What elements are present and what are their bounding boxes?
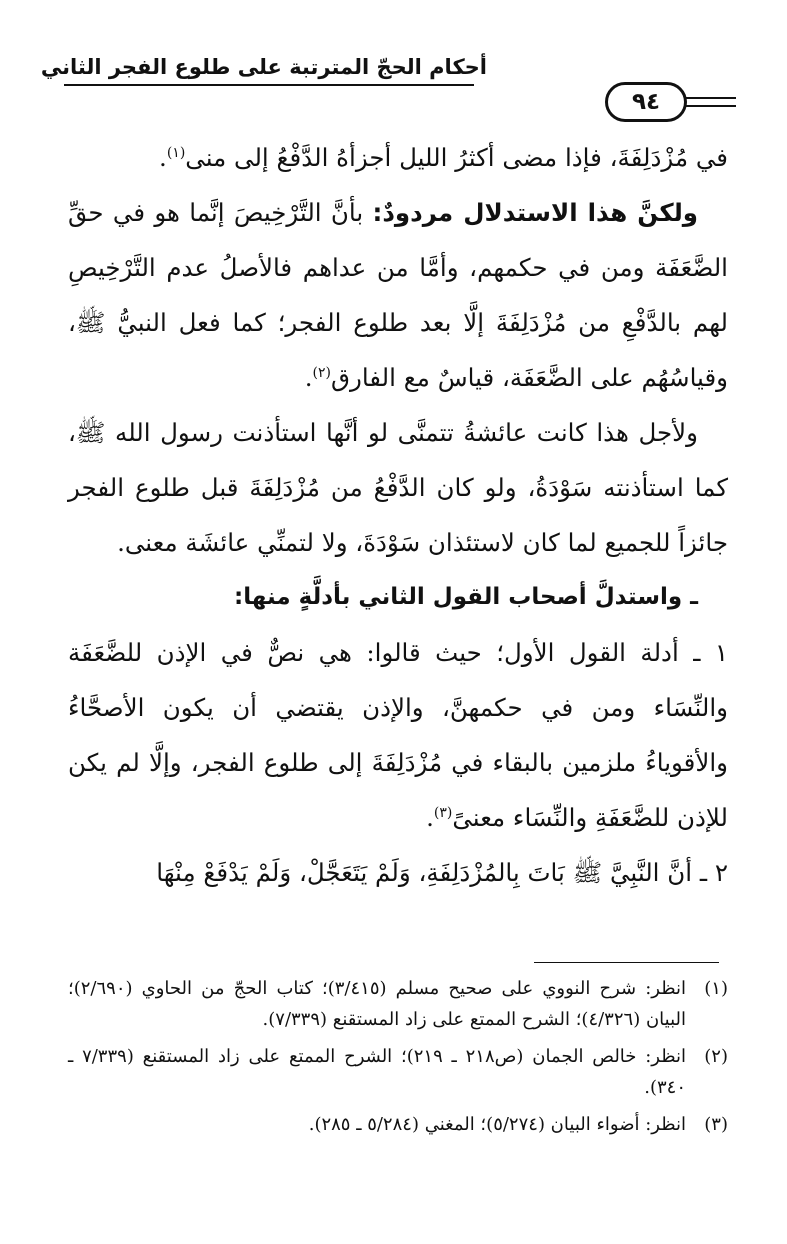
header-rule-double-top — [686, 97, 736, 99]
paragraph-2-end: . — [304, 363, 313, 392]
paragraph-2 — [68, 185, 728, 405]
footnote-1 — [68, 973, 728, 1035]
paragraph-2-text: بأنَّ التَّرْخِيصَ إنَّما هو في حقِّ الضَّعَفَة ومن في حكمهم، وأمَّا من عداهم فالأصلُ عدم التَّرْخِيصِ لهم بالدَّفْعِ من مُزْدَلِفَةَ إلَّا بعد طلوع الفجر؛ كما فعل النبيُّ ﷺ، وقياسُهُم على الضَّعَفَة، قياسٌ مع الفارق — [68, 198, 728, 392]
footnotes — [68, 973, 728, 1146]
footnote-number: (٣) — [704, 1114, 728, 1135]
footnote-ref-2[interactable]: (٢) — [312, 364, 331, 381]
list-item-1-text: ١ ـ أدلة القول الأول؛ حيث قالوا: هي نصٌّ في الإذن للضَّعَفَة والنِّسَاء ومن في حكمهنَّ، والإذن يقتضي أن يكون الأصحَّاءُ والأقوياءُ ملزمين بالبقاء في مُزْدَلِفَةَ إلى طلوع الفجر، وإلَّا لم يكن للإذن للضَّعَفَةِ والنِّسَاء معنىً — [68, 638, 728, 832]
paragraph-2-lead: ولكنَّ هذا الاستدلال مردودٌ: — [372, 198, 698, 227]
footnote-3 — [68, 1109, 728, 1140]
paragraph-1 — [68, 130, 728, 185]
paragraph-1-end: . — [159, 143, 167, 172]
paragraph-1-text: في مُزْدَلِفَةَ، فإذا مضى أكثرُ الليل أجزأهُ الدَّفْعُ إلى منى — [185, 143, 728, 172]
running-title: أحكام الحجّ المترتبة على طلوع الفجر الثاني — [40, 55, 487, 79]
body-text — [68, 130, 728, 900]
footnote-ref-3[interactable]: (٣) — [433, 804, 453, 821]
section-heading: ـ واستدلَّ أصحاب القول الثاني بأدلَّةٍ منها: — [234, 584, 698, 610]
paragraph-3: ولأجل هذا كانت عائشةُ تتمنَّى لو أنَّها استأذنت رسول الله ﷺ، كما استأذنته سَوْدَةُ، ولو كان الدَّفْعُ من مُزْدَلِفَةَ قبل طلوع الفجر جائزاً للجميع لما كان لاستئذان سَوْدَةَ، ولا لتمنِّي عائشَة معنى. — [68, 418, 728, 557]
footnote-separator — [534, 962, 719, 963]
page-number: ٩٤ — [605, 82, 687, 122]
footnote-text: انظر: شرح النووي على صحيح مسلم (٣/٤١٥)؛ كتاب الحجّ من الحاوي (٢/٦٩٠)؛ البيان (٤/٣٢٦)؛ الشرح الممتع على زاد المستقنع (٧/٣٣٩). — [68, 978, 686, 1030]
header-rule — [64, 84, 474, 86]
list-item-1 — [68, 625, 728, 845]
list-item-2: ٢ ـ أنَّ النَّبِيَّ ﷺ بَاتَ بِالمُزْدَلِفَةِ، وَلَمْ يَتَعَجَّلْ، وَلَمْ يَدْفَعْ مِنْهَا — [156, 858, 728, 887]
footnote-number: (١) — [704, 978, 728, 999]
list-item-1-end: . — [426, 803, 434, 832]
footnote-ref-1[interactable]: (١) — [166, 144, 186, 161]
footnote-text: انظر: خالص الجمان (ص٢١٨ ـ ٢١٩)؛ الشرح الممتع على زاد المستقنع (٧/٣٣٩ ـ ٣٤٠). — [68, 1046, 686, 1098]
footnote-2 — [68, 1041, 728, 1103]
footnote-number: (٢) — [704, 1046, 728, 1067]
header-rule-double-bottom — [686, 105, 736, 107]
footnote-text: انظر: أضواء البيان (٥/٢٧٤)؛ المغني (٥/٢٨٤ ـ ٢٨٥). — [308, 1114, 686, 1135]
